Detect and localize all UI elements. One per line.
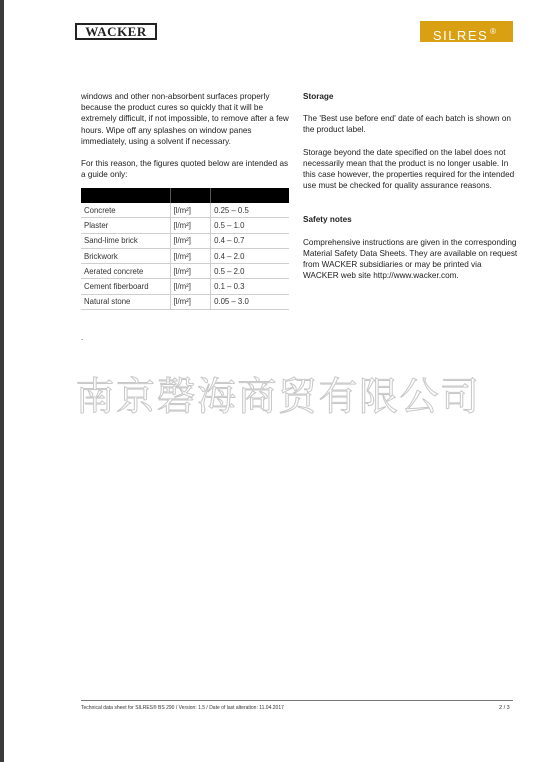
table-row: [81, 264, 289, 279]
header-cell: [81, 188, 170, 203]
table-row: [81, 233, 289, 248]
storage-paragraph-2: Storage beyond the date specified on the label does not necessarily mean that the product is no longer usable. In this case however, the properties required for the intended use must be checked for quality assurance reasons.: [303, 147, 515, 191]
coverage-table-body: [81, 203, 289, 310]
table-row: [81, 248, 289, 263]
watermark: 南京磬海商贸有限公司: [75, 375, 481, 420]
silres-logo-text: SILRES: [432, 28, 489, 43]
unit-cell: [l/m²]: [170, 218, 211, 233]
substrate-cell: Aerated concrete: [81, 264, 170, 279]
unit-cell: [l/m²]: [170, 279, 211, 294]
table-header-row: [81, 188, 289, 203]
page-left-edge: [0, 0, 4, 762]
safety-heading: Safety notes: [303, 215, 352, 225]
substrate-cell: Concrete: [81, 203, 170, 218]
footer-text: Technical data sheet for SILRES® BS 290 / Version: 1.5 / Date of last alteration: 11.04.2017: [81, 705, 284, 711]
unit-cell: [l/m²]: [170, 248, 211, 263]
unit-cell: [l/m²]: [170, 203, 211, 218]
footer-divider: [81, 700, 513, 701]
table-row: [81, 294, 289, 309]
unit-cell: [l/m²]: [170, 233, 211, 248]
page-number: 2 / 3: [499, 705, 510, 711]
coverage-value-cell: 0.05 – 3.0: [211, 294, 289, 309]
stray-mark: .: [81, 333, 84, 342]
unit-cell: [l/m²]: [170, 294, 211, 309]
storage-paragraph-1: The 'Best use before end' date of each batch is shown on the product label.: [303, 114, 511, 135]
table-row: [81, 279, 289, 294]
header-cell: [211, 188, 289, 203]
right-column: [303, 91, 518, 292]
coverage-value-cell: 0.5 – 1.0: [211, 218, 289, 233]
left-column: [81, 91, 293, 191]
storage-heading: Storage: [303, 92, 334, 101]
guide-intro-paragraph: For this reason, the figures quoted below are intended as a guide only:: [81, 159, 289, 180]
cleanup-paragraph: windows and other non-absorbent surfaces properly because the product cures so quickly that it will be extremely difficult, if not impossible, to remove after a few hours. Wipe off any splashes on window panes immediately, using a solvent if necessary.: [81, 92, 289, 146]
coverage-value-cell: 0.5 – 2.0: [211, 264, 289, 279]
table-row: [81, 218, 289, 233]
coverage-value-cell: 0.1 – 0.3: [211, 279, 289, 294]
silres-logo: [420, 21, 513, 42]
unit-cell: [l/m²]: [170, 264, 211, 279]
coverage-value-cell: 0.25 – 0.5: [211, 203, 289, 218]
safety-paragraph: Comprehensive instructions are given in the corresponding Material Safety Data Sheets. They are available on request from WACKER subsidiaries or may be printed via WACKER web site http://www.wacker.com.: [303, 237, 518, 281]
substrate-cell: Natural stone: [81, 294, 170, 309]
coverage-value-cell: 0.4 – 2.0: [211, 248, 289, 263]
table-row: [81, 203, 289, 218]
substrate-cell: Sand-lime brick: [81, 233, 170, 248]
registered-mark: ®: [490, 27, 497, 36]
header-cell: [170, 188, 211, 203]
substrate-cell: Plaster: [81, 218, 170, 233]
substrate-cell: Brickwork: [81, 248, 170, 263]
coverage-table: [81, 188, 289, 310]
wacker-logo: WACKER: [75, 23, 157, 40]
substrate-cell: Cement fiberboard: [81, 279, 170, 294]
coverage-value-cell: 0.4 – 0.7: [211, 233, 289, 248]
